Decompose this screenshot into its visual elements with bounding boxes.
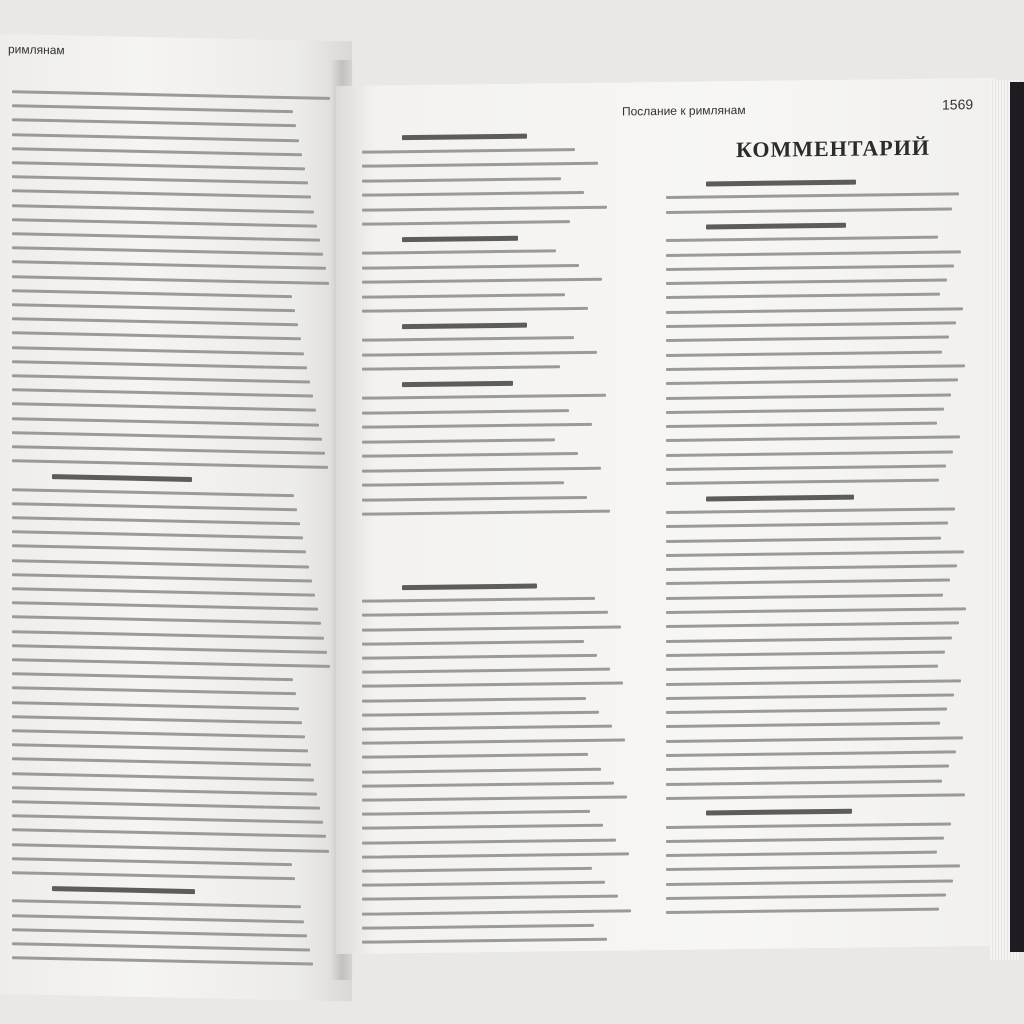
text-line-placeholder xyxy=(362,838,616,844)
text-line-placeholder xyxy=(12,332,301,341)
text-line-placeholder xyxy=(12,772,314,781)
text-line-placeholder xyxy=(666,193,959,200)
text-line-placeholder xyxy=(666,393,951,399)
left-page xyxy=(0,34,352,1001)
text-line-placeholder xyxy=(12,289,292,298)
text-line-placeholder xyxy=(362,365,560,370)
text-line-placeholder xyxy=(362,205,607,211)
text-line-placeholder xyxy=(362,495,587,501)
text-line-placeholder xyxy=(12,147,302,156)
text-line-placeholder xyxy=(666,450,953,457)
text-line-placeholder xyxy=(12,843,329,853)
text-heading-placeholder xyxy=(402,322,527,329)
text-heading-placeholder xyxy=(52,886,195,894)
text-line-placeholder xyxy=(12,715,302,724)
text-line-placeholder xyxy=(666,894,946,900)
text-line-placeholder xyxy=(666,436,960,443)
text-line-placeholder xyxy=(362,409,569,415)
text-line-placeholder xyxy=(666,207,952,213)
text-line-placeholder xyxy=(12,445,325,455)
text-line-placeholder xyxy=(12,573,312,582)
text-line-placeholder xyxy=(362,510,610,516)
text-line-placeholder xyxy=(12,90,330,100)
text-line-placeholder xyxy=(362,452,578,458)
text-line-placeholder xyxy=(12,275,329,285)
text-line-placeholder xyxy=(12,545,306,554)
text-line-placeholder xyxy=(666,822,951,828)
text-line-placeholder xyxy=(12,814,323,824)
text-line-placeholder xyxy=(12,871,295,880)
right-running-head: Послание к римлянам xyxy=(622,102,746,119)
text-line-placeholder xyxy=(666,522,948,528)
text-line-placeholder xyxy=(362,307,588,313)
right-page xyxy=(336,78,996,954)
text-line-placeholder xyxy=(12,459,328,469)
text-heading-placeholder xyxy=(402,380,513,386)
text-line-placeholder xyxy=(362,697,586,703)
text-line-placeholder xyxy=(362,824,603,830)
left-running-head: римлянам xyxy=(8,42,65,58)
text-line-placeholder xyxy=(666,708,947,714)
text-line-placeholder xyxy=(12,204,314,213)
text-line-placeholder xyxy=(12,346,304,355)
text-line-placeholder xyxy=(12,133,299,142)
text-line-placeholder xyxy=(12,616,321,625)
text-heading-placeholder xyxy=(402,134,527,141)
text-line-placeholder xyxy=(12,786,317,795)
text-line-placeholder xyxy=(12,374,310,383)
text-heading-placeholder xyxy=(52,474,192,482)
text-line-placeholder xyxy=(12,161,305,170)
text-line-placeholder xyxy=(666,865,960,872)
text-line-placeholder xyxy=(12,431,322,440)
text-line-placeholder xyxy=(362,611,608,617)
text-line-placeholder xyxy=(12,218,317,227)
text-line-placeholder xyxy=(12,800,320,809)
text-line-placeholder xyxy=(362,640,584,646)
text-line-placeholder xyxy=(666,279,947,285)
text-line-placeholder xyxy=(362,177,561,182)
text-line-placeholder xyxy=(362,336,574,342)
text-line-placeholder xyxy=(12,119,296,128)
text-line-placeholder xyxy=(12,104,293,113)
text-line-placeholder xyxy=(666,422,937,428)
text-line-placeholder xyxy=(362,654,597,660)
text-line-placeholder xyxy=(12,559,309,568)
text-heading-placeholder xyxy=(706,809,852,816)
text-line-placeholder xyxy=(666,336,949,342)
text-line-placeholder xyxy=(362,191,584,197)
text-line-placeholder xyxy=(666,650,945,656)
text-line-placeholder xyxy=(362,881,605,887)
text-heading-placeholder xyxy=(402,235,518,241)
text-heading-placeholder xyxy=(706,223,846,230)
text-line-placeholder xyxy=(666,321,956,328)
text-line-placeholder xyxy=(362,264,579,270)
text-line-placeholder xyxy=(12,587,315,596)
text-line-placeholder xyxy=(666,264,954,271)
text-line-placeholder xyxy=(362,249,556,254)
text-line-placeholder xyxy=(12,516,300,525)
text-line-placeholder xyxy=(362,795,627,801)
text-line-placeholder xyxy=(666,536,941,542)
text-line-placeholder xyxy=(12,942,310,951)
text-line-placeholder xyxy=(362,278,602,284)
text-line-placeholder xyxy=(362,909,631,915)
text-line-placeholder xyxy=(666,565,957,572)
page-number: 1569 xyxy=(942,96,974,113)
text-line-placeholder xyxy=(666,236,938,242)
text-line-placeholder xyxy=(12,729,305,738)
text-line-placeholder xyxy=(666,507,955,514)
text-line-placeholder xyxy=(12,701,299,710)
text-line-placeholder xyxy=(666,407,944,413)
text-line-placeholder xyxy=(362,438,555,443)
text-line-placeholder xyxy=(12,658,330,668)
text-line-placeholder xyxy=(362,466,601,472)
text-line-placeholder xyxy=(666,908,939,914)
text-line-placeholder xyxy=(666,364,965,371)
text-line-placeholder xyxy=(362,711,599,717)
text-line-placeholder xyxy=(12,502,297,511)
text-line-placeholder xyxy=(666,307,963,314)
text-line-placeholder xyxy=(12,360,307,369)
text-line-placeholder xyxy=(362,220,570,226)
text-line-placeholder xyxy=(12,175,308,184)
text-line-placeholder xyxy=(362,938,607,944)
commentary-heading: КОММЕНТАРИЙ xyxy=(736,134,930,163)
text-line-placeholder xyxy=(362,394,606,400)
text-line-placeholder xyxy=(666,350,942,356)
book-cover-edge xyxy=(1010,82,1024,952)
text-line-placeholder xyxy=(362,810,590,816)
text-line-placeholder xyxy=(12,261,326,271)
text-line-placeholder xyxy=(12,743,308,752)
text-heading-placeholder xyxy=(706,180,856,187)
text-line-placeholder xyxy=(12,956,313,965)
text-line-placeholder xyxy=(666,879,953,886)
text-line-placeholder xyxy=(666,379,958,386)
text-line-placeholder xyxy=(666,593,943,599)
text-line-placeholder xyxy=(362,682,623,688)
text-line-placeholder xyxy=(12,829,326,839)
text-line-placeholder xyxy=(362,597,595,603)
text-line-placeholder xyxy=(362,767,601,773)
text-line-placeholder xyxy=(666,479,939,485)
text-line-placeholder xyxy=(666,465,946,471)
text-line-placeholder xyxy=(362,350,597,356)
text-line-placeholder xyxy=(666,851,937,857)
text-line-placeholder xyxy=(362,423,592,429)
text-line-placeholder xyxy=(666,622,959,629)
text-line-placeholder xyxy=(12,246,323,256)
text-line-placeholder xyxy=(666,636,952,642)
text-line-placeholder xyxy=(362,148,575,154)
text-line-placeholder xyxy=(362,725,612,731)
text-line-placeholder xyxy=(12,900,301,909)
text-line-placeholder xyxy=(666,736,963,743)
text-line-placeholder xyxy=(666,750,956,757)
text-line-placeholder xyxy=(12,530,303,539)
text-line-placeholder xyxy=(666,693,954,700)
text-line-placeholder xyxy=(362,668,610,674)
text-line-placeholder xyxy=(12,601,318,610)
text-line-placeholder xyxy=(12,317,298,326)
text-line-placeholder xyxy=(666,607,966,614)
text-line-placeholder xyxy=(666,665,938,671)
text-line-placeholder xyxy=(12,232,320,241)
text-line-placeholder xyxy=(12,388,313,397)
text-line-placeholder xyxy=(666,793,965,800)
text-line-placeholder xyxy=(12,687,296,696)
text-line-placeholder xyxy=(12,857,292,866)
text-line-placeholder xyxy=(12,644,327,654)
text-line-placeholder xyxy=(12,417,319,426)
text-line-placeholder xyxy=(12,303,295,312)
text-line-placeholder xyxy=(362,739,625,745)
text-line-placeholder xyxy=(666,550,964,557)
text-line-placeholder xyxy=(362,924,594,930)
text-line-placeholder xyxy=(362,753,588,759)
text-line-placeholder xyxy=(12,488,294,497)
text-heading-placeholder xyxy=(706,494,854,501)
text-line-placeholder xyxy=(12,190,311,199)
text-line-placeholder xyxy=(362,781,614,787)
text-line-placeholder xyxy=(362,852,629,858)
text-line-placeholder xyxy=(12,914,304,923)
text-line-placeholder xyxy=(362,895,618,901)
text-line-placeholder xyxy=(362,481,564,486)
text-line-placeholder xyxy=(362,162,598,168)
text-line-placeholder xyxy=(666,765,949,771)
text-line-placeholder xyxy=(12,928,307,937)
text-heading-placeholder xyxy=(402,584,537,591)
text-line-placeholder xyxy=(362,293,565,298)
text-line-placeholder xyxy=(362,625,621,631)
text-line-placeholder xyxy=(12,630,324,640)
text-line-placeholder xyxy=(666,250,961,257)
text-line-placeholder xyxy=(666,679,961,686)
text-line-placeholder xyxy=(12,403,316,412)
text-line-placeholder xyxy=(666,779,942,785)
text-line-placeholder xyxy=(666,293,940,299)
text-line-placeholder xyxy=(666,836,944,842)
text-line-placeholder xyxy=(666,579,950,585)
text-line-placeholder xyxy=(666,722,940,728)
text-line-placeholder xyxy=(362,867,592,873)
text-line-placeholder xyxy=(12,672,293,681)
text-line-placeholder xyxy=(12,758,311,767)
